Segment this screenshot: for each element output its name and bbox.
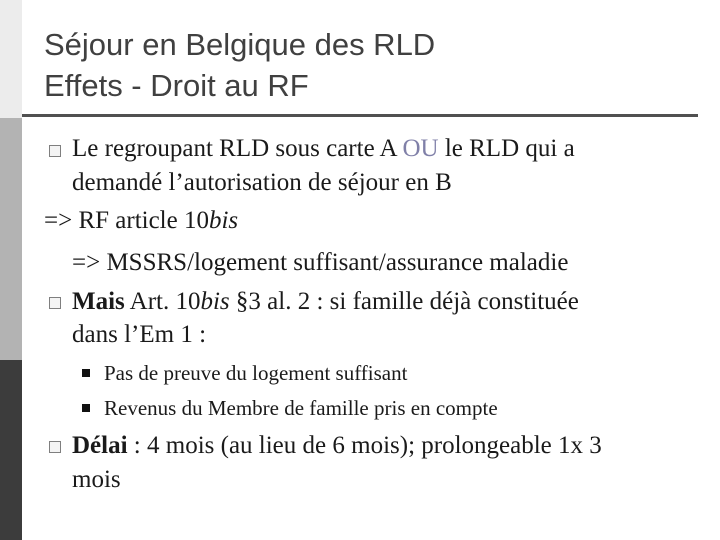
item1-highlight: OU — [402, 135, 439, 162]
item2-bold: Mais — [72, 288, 125, 315]
arrow-line-1 — [44, 202, 238, 240]
arrow-line-2: => MSSRS/logement suffisant/assurance maladie — [72, 249, 569, 276]
bullet-item-3-line-2: mois — [72, 466, 121, 493]
bullet-item-3 — [72, 427, 602, 465]
sidebar-middle-band — [0, 118, 22, 360]
sidebar-top-band — [0, 0, 22, 118]
title-line-2: Effets - Droit au RF — [44, 68, 309, 103]
sub-item: Revenus du Membre de famille pris en compte — [104, 396, 498, 420]
item2-italic: bis — [200, 288, 230, 315]
sidebar-decoration — [0, 0, 22, 540]
bullet-item-2-line-2: dans l’Em 1 : — [72, 321, 207, 348]
title-line-1: Séjour en Belgique des RLD — [44, 27, 436, 62]
square-bullet-icon — [49, 297, 61, 309]
sidebar-bottom-band — [0, 360, 22, 540]
square-bullet-icon — [49, 441, 61, 453]
title-divider — [22, 114, 698, 117]
filled-square-bullet-icon — [82, 369, 90, 377]
item1-text-post: le RLD qui a — [438, 135, 575, 162]
item1-text-pre: Le regroupant RLD sous carte A — [72, 135, 403, 162]
sub-item: Pas de preuve du logement suffisant — [104, 361, 408, 385]
item2-text-post: §3 al. 2 : si famille déjà constituée — [229, 288, 579, 315]
arrow1-text: => RF article 10 — [44, 207, 209, 234]
bullet-item-1-line-2: demandé l’autorisation de séjour en B — [72, 169, 452, 196]
item3-bold: Délai — [72, 432, 128, 459]
item2-text-pre: Art. 10 — [124, 288, 201, 315]
item3-text: : 4 mois (au lieu de 6 mois); prolongeable 1x 3 — [127, 432, 602, 459]
filled-square-bullet-icon — [82, 404, 90, 412]
arrow1-italic: bis — [208, 207, 239, 234]
square-bullet-icon — [49, 145, 61, 157]
bullet-item-1 — [72, 130, 575, 168]
slide-title — [44, 24, 684, 106]
